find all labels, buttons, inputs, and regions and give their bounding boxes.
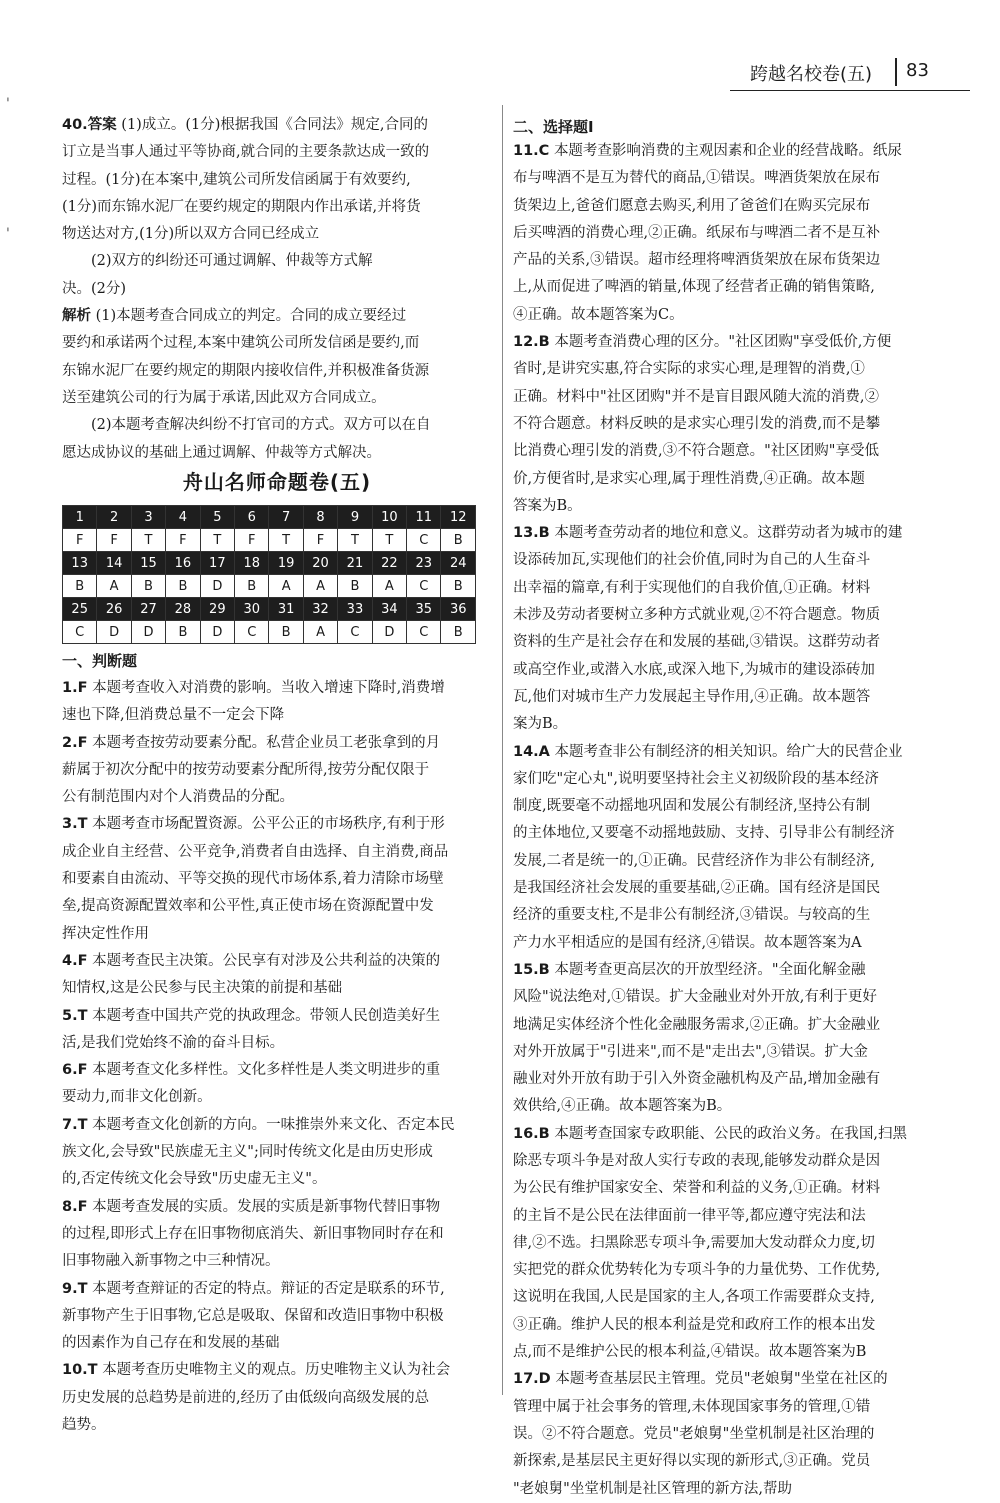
question-number-cell: 4 [166, 506, 200, 529]
q40-number: 40. [62, 117, 88, 133]
q40-analysis-text: (1)本题考查合同成立的判定。合同的成立要经过 [95, 308, 407, 325]
question-text: 价,方便省时,是求实心理,属于理性消费,④正确。故本题 [513, 470, 865, 487]
question-text: 本题考查劳动者的地位和意义。这群劳动者为城市的建 [554, 525, 903, 542]
question-number-cell: 2 [97, 506, 131, 529]
page-number: 83 [906, 60, 929, 81]
question-text: 本题考查国家专政职能、公民的政治义务。在我国,扫黑 [554, 1125, 907, 1142]
question-lead: 12.B [513, 334, 550, 351]
question-item [62, 1057, 490, 1112]
question-text: 出幸福的篇章,有利于实现他们的自我价值,①正确。材料 [513, 579, 871, 596]
question-text: 除恶专项斗争是对敌人实行专政的表现,能够发动群众是因 [513, 1152, 881, 1169]
question-line [62, 1003, 490, 1030]
paper-title: 舟山名师命题卷(五) [182, 470, 372, 494]
question-lead: 1.F [62, 680, 88, 696]
question-item [62, 1112, 490, 1194]
question-lead: 14.A [513, 743, 550, 760]
question-text: 后买啤酒的消费心理,②正确。纸尿布与啤酒二者不是互补 [513, 224, 881, 241]
answer-cell: D [97, 621, 131, 644]
question-text: "老娘舅"坐堂机制是社区管理的新方法,帮助 [513, 1480, 792, 1497]
question-text: 上,从而促进了啤酒的销量,体现了经营者正确的销售策略, [513, 279, 875, 296]
answer-cell: B [235, 575, 269, 598]
question-line [62, 1357, 490, 1384]
answer-table-answer-row [63, 621, 476, 644]
answer-cell: C [235, 621, 269, 644]
question-item [513, 1366, 958, 1502]
question-number-cell: 16 [166, 552, 200, 575]
question-text: 本题考查历史唯物主义的观点。历史唯物主义认为社会 [102, 1362, 451, 1379]
answer-cell: F [97, 529, 131, 552]
question-text: 本题考查民主决策。公民享有对涉及公共利益的决策的 [92, 952, 441, 969]
answer-cell: B [269, 621, 303, 644]
answer-cell: C [407, 621, 441, 644]
q40-answer-text: 过程。(1分)在本案中,建筑公司所发信函属于有效要约, [62, 171, 411, 188]
choice-items [513, 138, 958, 1503]
question-item [62, 1276, 490, 1358]
question-text: 本题考查基层民主管理。党员"老娘舅"坐堂在社区的 [555, 1371, 888, 1388]
section-choice-title: 二、选择题Ⅰ [513, 118, 594, 136]
q40-analysis-part2: 愿达成协议的基础上通过调解、仲裁等方式解决。 [62, 444, 381, 461]
question-text: 的过程,即形式上存在旧事物彻底消失、新旧事物同时存在和 [62, 1225, 444, 1242]
question-text: 发展,二者是统一的,①正确。民营经济作为非公有制经济, [513, 852, 875, 869]
answer-cell: C [407, 529, 441, 552]
answer-cell: D [131, 621, 165, 644]
analysis-tag: 解析 [62, 308, 91, 325]
question-text: 本题考查辩证的否定的特点。辩证的否定是联系的环节, [92, 1280, 445, 1297]
question-line [62, 675, 490, 702]
question-line [62, 1112, 490, 1139]
question-text: 误。②不符合题意。党员"老娘舅"坐堂机制是社区治理的 [513, 1425, 875, 1442]
question-number-cell: 32 [303, 598, 337, 621]
question-number-cell: 35 [407, 598, 441, 621]
question-text: 答案为B。 [513, 497, 582, 514]
q40-answer-text: (1)成立。(1分)根据我国《合同法》规定,合同的 [121, 117, 428, 133]
question-lead: 7.T [62, 1116, 88, 1133]
header-rule [730, 90, 970, 91]
question-text: 资料的生产是社会存在和发展的基础,③错误。这群劳动者 [513, 634, 881, 651]
answer-cell: A [97, 575, 131, 598]
question-text: 效供给,④正确。故本题答案为B。 [513, 1098, 732, 1115]
question-number-cell: 10 [372, 506, 406, 529]
question-item [62, 1003, 490, 1058]
answer-cell: C [338, 621, 372, 644]
question-item [62, 811, 490, 947]
question-text: 新探索,是基层民主更好得以实现的新形式,③正确。党员 [513, 1453, 871, 1470]
question-item [513, 520, 958, 738]
question-item [513, 739, 958, 957]
question-lead: 2.F [62, 734, 88, 751]
question-text: 趋势。 [62, 1417, 106, 1434]
question-item [513, 957, 958, 1121]
question-text: 产力水平相适应的是国有经济,④错误。故本题答案为A [513, 934, 862, 951]
question-number-cell: 33 [338, 598, 372, 621]
question-text: 本题考查按劳动要素分配。私营企业员工老张拿到的月 [92, 734, 441, 751]
question-text: 本题考查发展的实质。发展的实质是新事物代替旧事物 [92, 1198, 441, 1215]
q40-answer-text: 物送达对方,(1分)所以双方合同已经成立 [62, 226, 320, 243]
question-text: 速也下降,但消费总量不一定会下降 [62, 707, 285, 724]
answer-cell: B [338, 575, 372, 598]
question-lead: 17.D [513, 1371, 551, 1388]
question-lead: 8.F [62, 1198, 88, 1215]
question-text: 和要素自由流动、平等交换的现代市场体系,着力清除市场壁 [62, 871, 444, 888]
question-item [62, 675, 490, 730]
q40-analysis-text: 要约和承诺两个过程,本案中建筑公司所发信函是要约,而 [62, 335, 420, 352]
question-number-cell: 6 [235, 506, 269, 529]
question-text: 的主旨不是公民在法律面前一律平等,都应遵守宪法和法 [513, 1207, 866, 1224]
answer-cell: B [441, 621, 476, 644]
answer-cell: B [166, 575, 200, 598]
question-number-cell: 12 [441, 506, 476, 529]
question-lead: 3.T [62, 816, 88, 833]
answer-cell: A [303, 575, 337, 598]
question-text: 实把党的群众优势转化为专项斗争的力量优势、工作优势, [513, 1262, 881, 1279]
answer-cell: F [303, 529, 337, 552]
question-text: 设添砖加瓦,实现他们的社会价值,同时为自己的人生奋斗 [513, 552, 871, 569]
question-lead: 5.T [62, 1007, 88, 1024]
question-number-cell: 5 [200, 506, 234, 529]
question-text: 挥决定性作用 [62, 925, 149, 942]
column-divider [502, 105, 503, 1395]
answer-table-answer-row [63, 529, 476, 552]
question-number-cell: 15 [131, 552, 165, 575]
margin-mark: ' [6, 96, 10, 112]
q40-analysis-text: 送至建筑公司的行为属于承诺,因此双方合同成立。 [62, 389, 386, 406]
question-line [62, 730, 490, 757]
question-line [513, 739, 958, 766]
question-number-cell: 20 [303, 552, 337, 575]
question-text: 为公民有维护国家安全、荣誉和利益的义务,①正确。材料 [513, 1180, 881, 1197]
question-text: 是我国经济社会发展的重要基础,②正确。国有经济是国民 [513, 880, 881, 897]
answer-table-answer-row [63, 575, 476, 598]
question-number-cell: 29 [200, 598, 234, 621]
question-text: 管理中属于社会事务的管理,未体现国家事务的管理,①错 [513, 1398, 871, 1415]
answer-cell: B [441, 529, 476, 552]
question-item [513, 138, 958, 329]
answer-cell: B [166, 621, 200, 644]
answer-cell: T [200, 529, 234, 552]
question-text: 产品的关系,③错误。超市经理将啤酒货架放在尿布货架边 [513, 252, 881, 269]
question-number-cell: 25 [63, 598, 97, 621]
answer-cell: B [441, 575, 476, 598]
question-number-cell: 8 [303, 506, 337, 529]
question-text: 点,而不是维护公民的根本利益,④错误。故本题答案为B [513, 1344, 867, 1361]
question-line [513, 1366, 958, 1393]
question-text: 本题考查更高层次的开放型经济。"全面化解金融 [554, 961, 866, 978]
question-line [513, 329, 958, 356]
answer-cell: A [372, 575, 406, 598]
question-line [62, 1194, 490, 1221]
question-number-cell: 17 [200, 552, 234, 575]
answer-table [62, 505, 476, 644]
question-text: 本题考查影响消费的主观因素和企业的经营战略。纸尿 [553, 143, 902, 159]
answer-cell: T [372, 529, 406, 552]
question-number-cell: 36 [441, 598, 476, 621]
question-lead: 13.B [513, 525, 550, 542]
answer-cell: F [166, 529, 200, 552]
question-text: 垒,提高资源配置效率和公平性,真正使市场在资源配置中发 [62, 898, 434, 915]
question-lead: 11.C [513, 143, 550, 159]
question-text: 知情权,这是公民参与民主决策的前提和基础 [62, 980, 343, 997]
question-text: 案为B。 [513, 716, 568, 733]
question-number-cell: 3 [131, 506, 165, 529]
question-text: 或高空作业,或潜入水底,或深入地下,为城市的建设添砖加 [513, 661, 875, 678]
question-line [62, 948, 490, 975]
answer-cell: A [269, 575, 303, 598]
q40-answer-text: 订立是当事人通过平等协商,就合同的主要条款达成一致的 [62, 144, 430, 161]
q40-answer-part2: (2)双方的纠纷还可通过调解、仲裁等方式解 [91, 253, 373, 270]
section-judge-title: 一、判断题 [62, 652, 138, 670]
q40-answer-part2: 决。(2分) [62, 280, 127, 297]
question-text: 本题考查中国共产党的执政理念。带领人民创造美好生 [92, 1007, 441, 1024]
question-text: 省时,是讲究实惠,符合实际的求实心理,是理智的消费,① [513, 361, 865, 378]
question-text: 旧事物融入新事物之中三种情况。 [62, 1253, 280, 1270]
page-header [730, 58, 970, 88]
question-number-cell: 31 [269, 598, 303, 621]
question-number-cell: 1 [63, 506, 97, 529]
question-line [513, 520, 958, 547]
question-text: 对外开放属于"引进来",而不是"走出去",③错误。扩大金 [513, 1043, 868, 1060]
q40-analysis-line [62, 303, 490, 330]
answer-cell: T [269, 529, 303, 552]
question-text: 经济的重要支柱,不是非公有制经济,③错误。与较高的生 [513, 907, 871, 924]
question-number-cell: 9 [338, 506, 372, 529]
question-number-cell: 26 [97, 598, 131, 621]
answer-cell: D [200, 621, 234, 644]
answer-table-number-row [63, 598, 476, 621]
question-text: 成企业自主经营、公平竞争,消费者自由选择、自主消费,商品 [62, 843, 449, 860]
question-line [513, 138, 958, 165]
question-text: 薪属于初次分配中的按劳动要素分配所得,按劳分配仅限于 [62, 761, 430, 778]
question-text: 这说明在我国,人民是国家的主人,各项工作需要群众支持, [513, 1289, 875, 1306]
question-line [62, 1276, 490, 1303]
header-divider [895, 58, 897, 86]
question-lead: 9.T [62, 1280, 88, 1297]
answer-cell: C [407, 575, 441, 598]
question-text: 瓦,他们对城市生产力发展起主导作用,④正确。故本题答 [513, 688, 871, 705]
header-title: 跨越名校卷(五) [750, 64, 873, 85]
question-lead: 10.T [62, 1362, 98, 1379]
answer-cell: C [63, 621, 97, 644]
q40-answer-text: (1分)而东锦水泥厂在要约规定的期限内作出承诺,并将货 [62, 198, 421, 215]
question-text: 本题考查文化多样性。文化多样性是人类文明进步的重 [92, 1062, 441, 1079]
question-text: 本题考查文化创新的方向。一味推崇外来文化、否定本民 [92, 1116, 455, 1133]
question-text: 本题考查消费心理的区分。"社区团购"享受低价,方便 [554, 334, 892, 351]
question-text: 公有制范围内对个人消费品的分配。 [62, 789, 294, 806]
question-number-cell: 34 [372, 598, 406, 621]
question-text: 本题考查市场配置资源。公平公正的市场秩序,有利于形 [92, 816, 445, 833]
question-item [62, 1194, 490, 1276]
question-text: 的,否定传统文化会导致"历史虚无主义"。 [62, 1171, 327, 1188]
answer-cell: T [131, 529, 165, 552]
question-number-cell: 7 [269, 506, 303, 529]
q40-block [62, 112, 490, 467]
question-lead: 15.B [513, 961, 550, 978]
question-number-cell: 14 [97, 552, 131, 575]
question-text: 正确。材料中"社区团购"并不是盲目跟风随大流的消费,② [513, 388, 879, 405]
question-text: 货架边上,爸爸们愿意去购买,利用了爸爸们在购买完尿布 [513, 197, 871, 214]
answer-table-number-row [63, 552, 476, 575]
question-text: 家们吃"定心丸",说明要坚持社会主义初级阶段的基本经济 [513, 770, 879, 787]
question-text: 活,是我们党始终不渝的奋斗目标。 [62, 1034, 285, 1051]
answer-cell: A [303, 621, 337, 644]
question-number-cell: 23 [407, 552, 441, 575]
question-number-cell: 11 [407, 506, 441, 529]
question-number-cell: 22 [372, 552, 406, 575]
q40-answer-line [62, 112, 490, 139]
question-item [62, 1357, 490, 1439]
judge-items [62, 675, 490, 1439]
question-text: 的因素作为自己存在和发展的基础 [62, 1335, 280, 1352]
question-number-cell: 24 [441, 552, 476, 575]
question-text: 比消费心理引发的消费,③不符合题意。"社区团购"享受低 [513, 443, 879, 460]
question-text: 不符合题意。材料反映的是求实心理引发的消费,而不是攀 [513, 415, 881, 432]
answer-table-number-row [63, 506, 476, 529]
question-text: 的主体地位,又要毫不动摇地鼓励、支持、引导非公有制经济 [513, 825, 895, 842]
question-text: ③正确。维护人民的根本利益是党和政府工作的根本出发 [513, 1316, 876, 1333]
question-text: ④正确。故本题答案为C。 [513, 306, 684, 323]
question-line [62, 1057, 490, 1084]
question-lead: 6.F [62, 1062, 88, 1079]
answer-cell: T [338, 529, 372, 552]
answer-cell: B [131, 575, 165, 598]
question-item [62, 730, 490, 812]
question-number-cell: 19 [269, 552, 303, 575]
question-number-cell: 30 [235, 598, 269, 621]
question-text: 融业对外开放有助于引入外资金融机构及产品,增加金融有 [513, 1071, 881, 1088]
answer-cell: F [63, 529, 97, 552]
question-text: 本题考查非公有制经济的相关知识。给广大的民营企业 [554, 743, 903, 760]
answer-cell: D [372, 621, 406, 644]
question-text: 历史发展的总趋势是前进的,经历了由低级向高级发展的总 [62, 1389, 430, 1406]
q40-analysis-part2: (2)本题考查解决纠纷不打官司的方式。双方可以在自 [91, 417, 431, 434]
question-text: 地满足实体经济个性化金融服务需求,②正确。扩大金融业 [513, 1016, 881, 1033]
question-text: 制度,既要毫不动摇地巩固和发展公有制经济,坚持公有制 [513, 798, 871, 815]
answer-cell: D [200, 575, 234, 598]
question-item [513, 1121, 958, 1367]
q40-analysis-text: 东锦水泥厂在要约规定的期限内接收信件,并积极准备货源 [62, 362, 430, 379]
question-number-cell: 28 [166, 598, 200, 621]
question-text: 未涉及劳动者要树立多种方式就业观,②不符合题意。物质 [513, 607, 881, 624]
question-line [513, 957, 958, 984]
question-number-cell: 21 [338, 552, 372, 575]
question-text: 布与啤酒不是互为替代的商品,①错误。啤酒货架放在尿布 [513, 170, 881, 187]
answer-cell: B [63, 575, 97, 598]
question-text: 要动力,而非文化创新。 [62, 1089, 212, 1106]
question-item [62, 948, 490, 1003]
question-text: 本题考查收入对消费的影响。当收入增速下降时,消费增 [92, 680, 445, 696]
question-text: 族文化,会导致"民族虚无主义";同时传统文化是由历史形成 [62, 1144, 433, 1161]
question-line [62, 811, 490, 838]
question-lead: 16.B [513, 1125, 550, 1142]
question-lead: 4.F [62, 952, 88, 969]
question-line [513, 1121, 958, 1148]
question-item [513, 329, 958, 520]
margin-mark: ' [6, 226, 10, 242]
question-number-cell: 13 [63, 552, 97, 575]
question-text: 风险"说法绝对,①错误。扩大金融业对外开放,有利于更好 [513, 989, 877, 1006]
answer-cell: F [235, 529, 269, 552]
question-text: 律,②不选。扫黑除恶专项斗争,需要加大发动群众力度,切 [513, 1234, 875, 1251]
question-number-cell: 27 [131, 598, 165, 621]
question-number-cell: 18 [235, 552, 269, 575]
question-text: 新事物产生于旧事物,它总是吸取、保留和改造旧事物中积极 [62, 1307, 444, 1324]
answer-tag: 答案 [87, 117, 117, 133]
